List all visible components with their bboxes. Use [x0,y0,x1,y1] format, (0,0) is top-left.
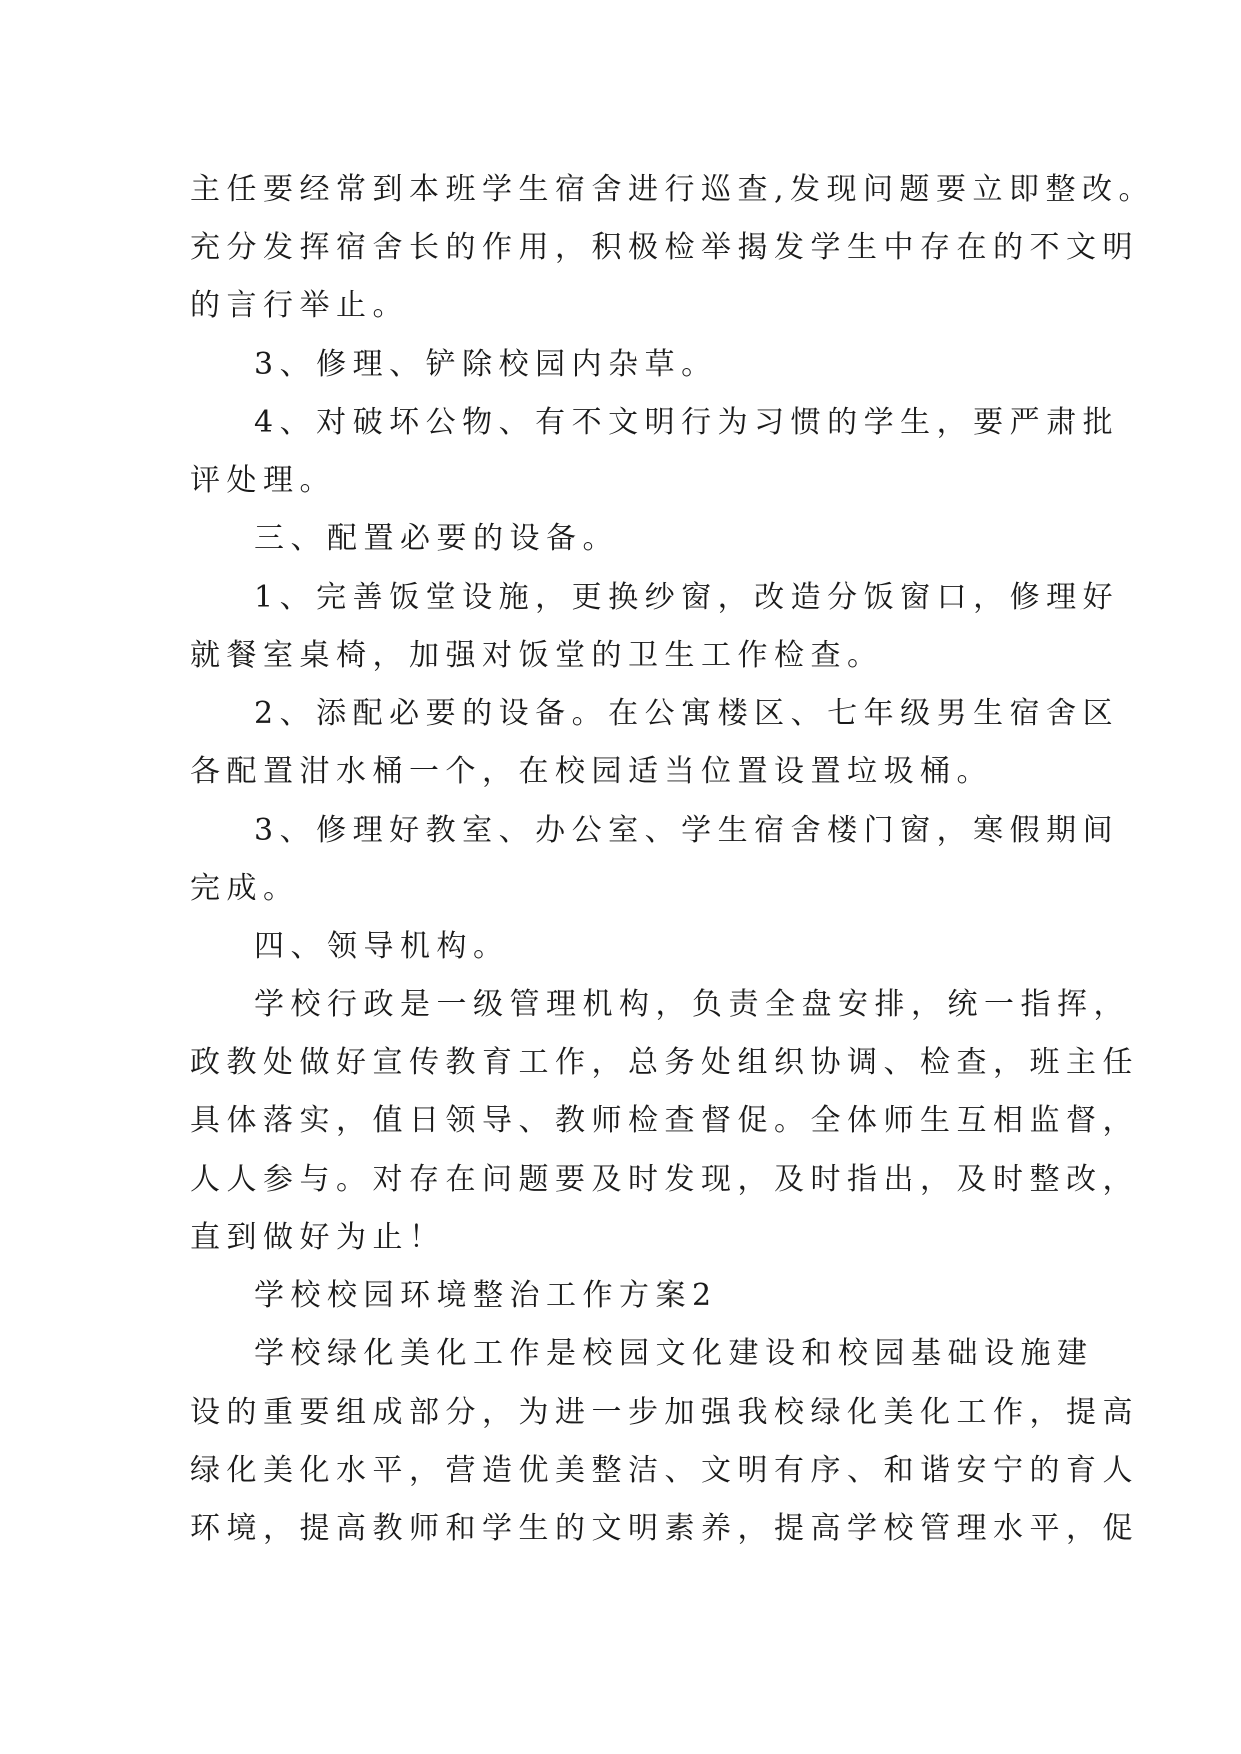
text-line: 学校行政是一级管理机构，负责全盘安排，统一指挥， [254,987,1130,1022]
text-line: 3、修理、铲除校园内杂草。 [254,347,718,382]
text-line: 人人参与。对存在问题要及时发现，及时指出，及时整改， [190,1162,1139,1197]
text-line: 三、配置必要的设备。 [254,521,619,556]
text-line: 环境，提高教师和学生的文明素养，提高学校管理水平，促 [190,1511,1139,1546]
text-line: 3、修理好教室、办公室、学生宿舍楼门窗，寒假期间 [254,813,1120,848]
text-line: 完成。 [190,871,300,906]
text-line: 政教处做好宣传教育工作，总务处组织协调、检查，班主任 [190,1045,1139,1080]
text-line: 评处理。 [190,463,336,498]
text-line: 充分发挥宿舍长的作用，积极检举揭发学生中存在的不文明 [190,230,1139,265]
text-line: 就餐室桌椅，加强对饭堂的卫生工作检查。 [190,638,884,673]
text-line: 具体落实，值日领导、教师检查督促。全体师生互相监督， [190,1103,1139,1138]
text-line: 学校绿化美化工作是校园文化建设和校园基础设施建 [254,1336,1094,1371]
text-line: 主任要经常到本班学生宿舍进行巡查,发现问题要立即整改。 [190,172,1156,207]
text-line: 绿化美化水平，营造优美整洁、文明有序、和谐安宁的育人 [190,1453,1139,1488]
text-line: 2、添配必要的设备。在公寓楼区、七年级男生宿舍区 [254,696,1120,731]
text-line: 直到做好为止！ [190,1220,446,1255]
text-line: 四、领导机构。 [254,929,510,964]
text-line: 的言行举止。 [190,288,409,323]
section-heading: 学校校园环境整治工作方案2 [254,1278,718,1313]
text-line: 4、对破坏公物、有不文明行为习惯的学生，要严肃批 [254,405,1120,440]
text-line: 设的重要组成部分，为进一步加强我校绿化美化工作，提高 [190,1395,1139,1430]
text-line: 1、完善饭堂设施，更换纱窗，改造分饭窗口，修理好 [254,580,1120,615]
text-line: 各配置泔水桶一个，在校园适当位置设置垃圾桶。 [190,754,993,789]
